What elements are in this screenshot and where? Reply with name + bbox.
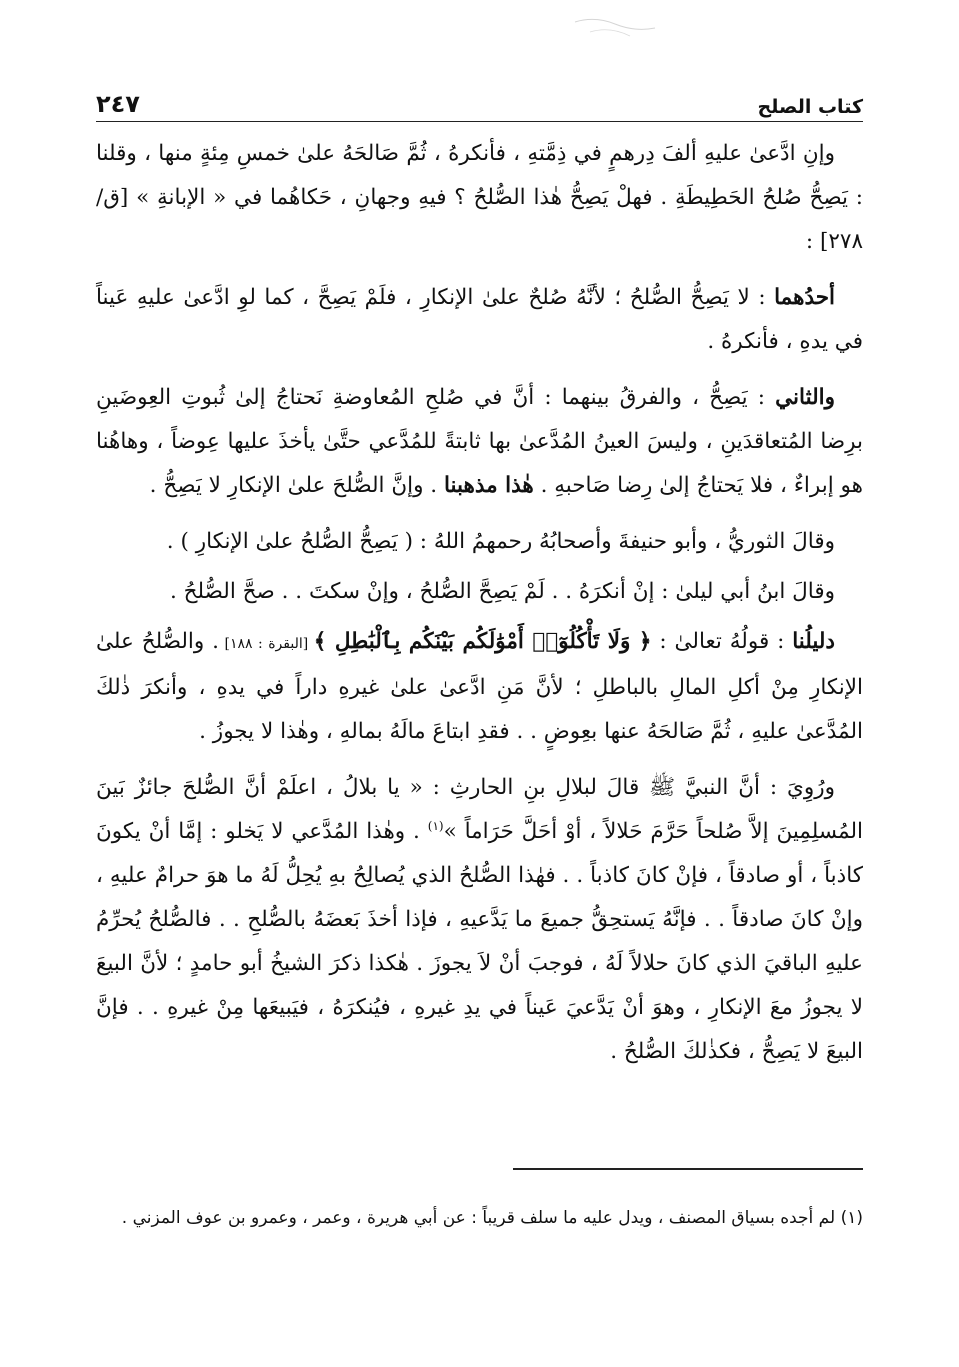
paragraph-5 <box>96 570 863 614</box>
paragraph-6-label: دليلُنا <box>792 629 835 654</box>
paragraph-1-text: وإنِ ادَّعىٰ عليهِ ألفَ دِرهمٍ في ذِمَّتهِ ، فأنكرهُ ، ثُمَّ صَالحَهُ علىٰ خمسِ مِئةٍ منها ، وقلنا : يَصِحُّ صُلحُ الحَطِيطَةِ . فهلْ يَصِحُّ هٰذا الصُّلحُ ؟ فيهِ وجهانِ ، حَكاهُما في « الإبانةِ » [ق/٢٧٨] : <box>96 141 863 254</box>
paragraph-7-text-b: . وهٰذا المُدَّعي لا يَخلو : إمَّا أنْ يكونَ كاذباً ، أو صادقاً ، فإنْ كانَ كاذباً . . فهٰذا الصُّلحُ الذي يُصالِحُ بهِ يُحِلُّ لَهُ ما هوَ حرامٌ عليهِ ، وإنْ كانَ صادقاً . . فإنَّهُ يَستحِقُّ جميعَ ما يَدَّعيهِ ، فإذا أخذَ بَعضَهُ بالصُّلحِ . . فالصُّلحُ يُحرِّمُ عليهِ الباقيَ الذي كانَ حلالاً لَهُ ، فوجبَ أنْ لاَ يجوزَ . هٰكذا ذكرَ الشيخُ أبو حامدٍ ؛ لأنَّ البيعَ لا يجوزُ معَ الإنكارِ ، وهوَ أنْ يَدَّعيَ عَيناً في يدِ غيرهِ ، فيُنكرَهُ ، فيَبيعَها مِنْ غيرهِ . . فإنَّ البيعَ لا يَصِحُّ ، فكذٰلكَ الصُّلحُ . <box>96 819 863 1064</box>
footnote-text: لم أجده بسياق المصنف ، ويدل عليه ما سلف قريباً : عن أبي هريرة ، وعمر ، وعمرو بن عوف المزني . <box>121 1208 836 1228</box>
paragraph-6-text-b: . والصُّلحُ علىٰ الإنكارِ مِنْ أكلِ المالِ بالباطلِ ؛ لأنَّ مَنِ ادَّعىٰ علىٰ غيرهِ داراً في يدهِ ، وأنكرَ ذٰلكَ المُدَّعىٰ عليهِ ، ثُمَّ صَالحَهُ عنها بعِوضٍ . . فقدِ ابتاعَ مالَهُ بمالهِ ، وهٰذا لا يجوزُ . <box>96 629 863 744</box>
paragraph-2-label: أحدُهما <box>774 285 835 310</box>
quran-verse: ﴿ وَلَا تَأْكُلُوٓا۟ أَمْوَٰلَكُم بَيْنَكُم بِٱلْبَٰطِلِ ﴾ <box>313 629 652 654</box>
paragraph-3-bold: هٰذا مذهبنا <box>443 473 534 498</box>
paragraph-6 <box>96 620 863 754</box>
quran-reference: [البقرة : ١٨٨] <box>219 636 314 652</box>
paragraph-2-text: : لا يَصِحُّ الصُّلحُ ؛ لأنَّهُ صُلحٌ علىٰ الإنكارِ ، فلَمْ يَصِحَّ ، كما لوِ ادَّعىٰ عليهِ عَيناً في يدهِ ، فأنكرهُ . <box>96 285 863 354</box>
paragraph-3 <box>96 376 863 508</box>
paragraph-5-text: وقالَ ابنُ أبي ليلىٰ : إنْ أنكرَهُ . . لَمْ يَصِحَّ الصُّلحُ ، وإنْ سكتَ . . صحَّ الصُّلحُ . <box>169 579 835 604</box>
main-text <box>96 132 863 1086</box>
header-rule <box>96 121 863 122</box>
paragraph-4 <box>96 520 863 564</box>
footnote <box>96 1200 863 1236</box>
paragraph-2 <box>96 276 863 364</box>
paragraph-7-text-a: ورُوِيَ : أنَّ النبيَّ ﷺ قالَ لبلالِ بنِ الحارثِ : « يا بلالُ ، اعلَمْ أنَّ الصُّلحَ جائزٌ بَينَ المُسلِمِينَ إلاَّ صُلحاً حَرَّمَ حَلالاً ، أوْ أحَلَّ حَرَاماً » <box>96 775 863 844</box>
page-number: ٢٤٧ <box>96 90 140 118</box>
running-title: كتاب الصلح <box>757 96 863 118</box>
paragraph-3-text-a: : يَصِحُّ ، والفرقُ بينهما : أنَّ في صُلحِ المُعاوضةِ نَحتاجُ إلىٰ ثُبوتِ العِوضَينِ برِضا المُتعاقدَينِ ، وليسَ العينُ المُدَّعىٰ بها ثابتةً للمُدَّعي حتَّىٰ يأخذَ عليها عِوضاً ، وهاهُنا هو إبراءٌ ، فلا يَحتاجُ إلىٰ رِضا صَاحبهِ . <box>96 385 863 498</box>
footnote-rule <box>513 1168 863 1170</box>
page-header <box>96 78 863 118</box>
footnote-marker: (١) <box>427 818 444 833</box>
footnote-number: (١) <box>840 1208 863 1228</box>
paragraph-3-label: والثاني <box>775 385 835 410</box>
paragraph-3-text-b: . وإنَّ الصُّلحَ علىٰ الإنكارِ لا يَصِحُّ . <box>149 473 444 498</box>
scan-artifact <box>570 14 660 44</box>
paragraph-6-text-a: : قولُهُ تعالىٰ : <box>651 629 793 654</box>
paragraph-4-text: وقالَ الثوريُّ ، وأبو حنيفةَ وأصحابُهُ رحمهمُ اللهُ : ( يَصِحُّ الصُّلحُ علىٰ الإنكارِ ) . <box>166 529 835 554</box>
paragraph-7 <box>96 766 863 1074</box>
paragraph-1 <box>96 132 863 264</box>
